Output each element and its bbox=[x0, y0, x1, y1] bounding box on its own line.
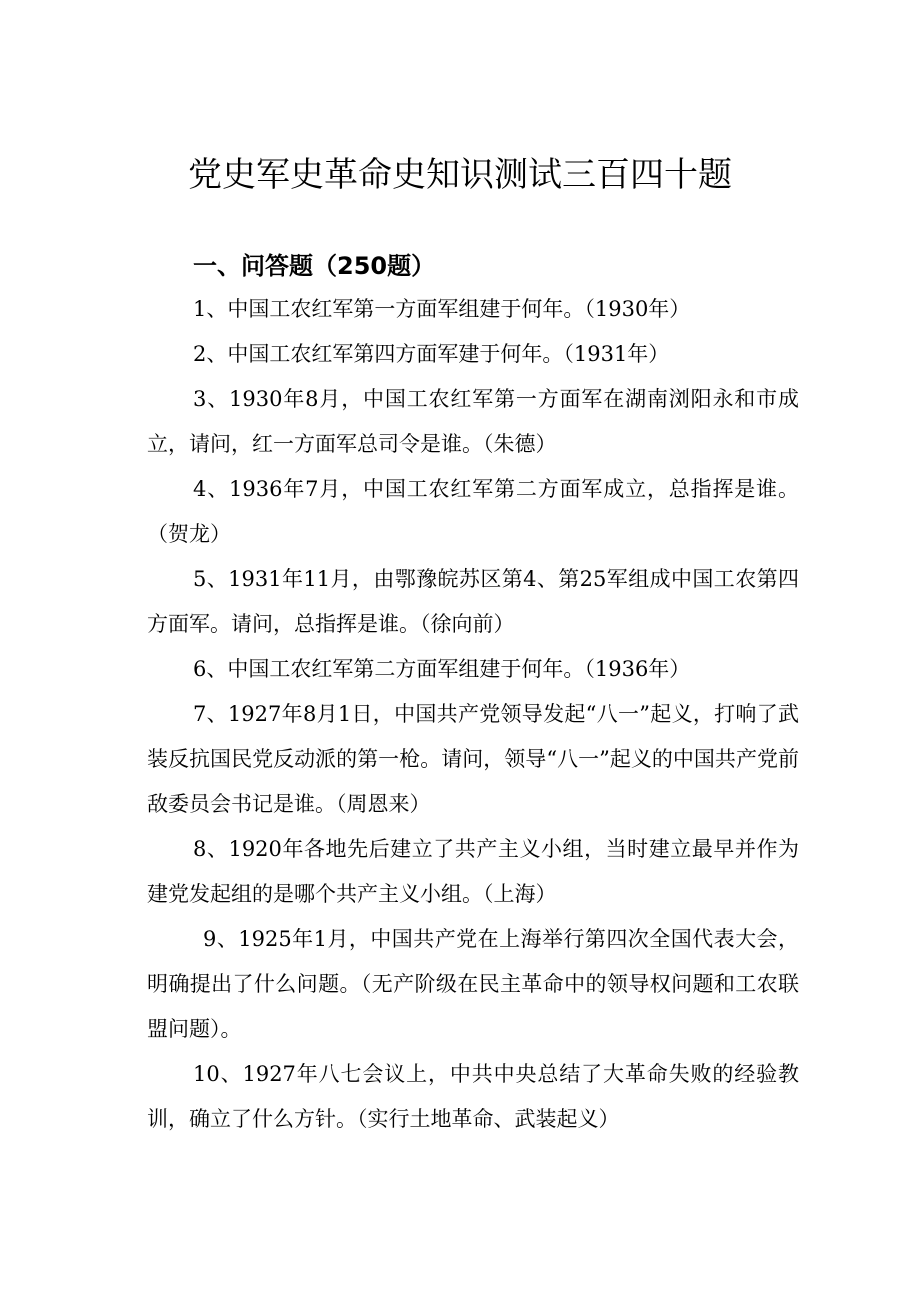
document-title: 党史军史革命史知识测试三百四十题 bbox=[188, 155, 732, 195]
question-item-10: 10、1927年八七会议上，中共中央总结了大革命失败的经验教训，确立了什么方针。（实行土地革命、武装起义） bbox=[147, 1062, 799, 1131]
question-item-3: 3、1930年8月，中国工农红军第一方面军在湖南浏阳永和市成立，请问，红一方面军总司令是谁。（朱德） bbox=[147, 387, 799, 456]
question-item-1: 1、中国工农红军第一方面军组建于何年。（1930年） bbox=[193, 297, 691, 321]
section-heading: 一、问答题（250题） bbox=[193, 252, 436, 280]
question-item-9: 9、1925年1月，中国共产党在上海举行第四次全国代表大会，明确提出了什么问题。（无产阶级在民主革命中的领导权问题和工农联盟问题）。 bbox=[147, 927, 799, 1041]
question-item-4: 4、1936年7月，中国工农红军第二方面军成立，总指挥是谁。（贺龙） bbox=[147, 477, 799, 546]
question-item-6: 6、中国工农红军第二方面军组建于何年。（1936年） bbox=[193, 657, 691, 681]
question-item-5: 5、1931年11月，由鄂豫皖苏区第4、第25军组成中国工农第四方面军。请问，总指挥是谁。（徐向前） bbox=[147, 567, 799, 636]
question-item-7: 7、1927年8月1日，中国共产党领导发起“八一”起义，打响了武装反抗国民党反动派的第一枪。请问，领导“八一”起义的中国共产党前敌委员会书记是谁。（周恩来） bbox=[147, 702, 799, 816]
question-item-8: 8、1920年各地先后建立了共产主义小组，当时建立最早并作为建党发起组的是哪个共产主义小组。（上海） bbox=[147, 837, 799, 906]
question-list bbox=[147, 287, 799, 1142]
question-item-2: 2、中国工农红军第四方面军建于何年。（1931年） bbox=[193, 342, 670, 366]
